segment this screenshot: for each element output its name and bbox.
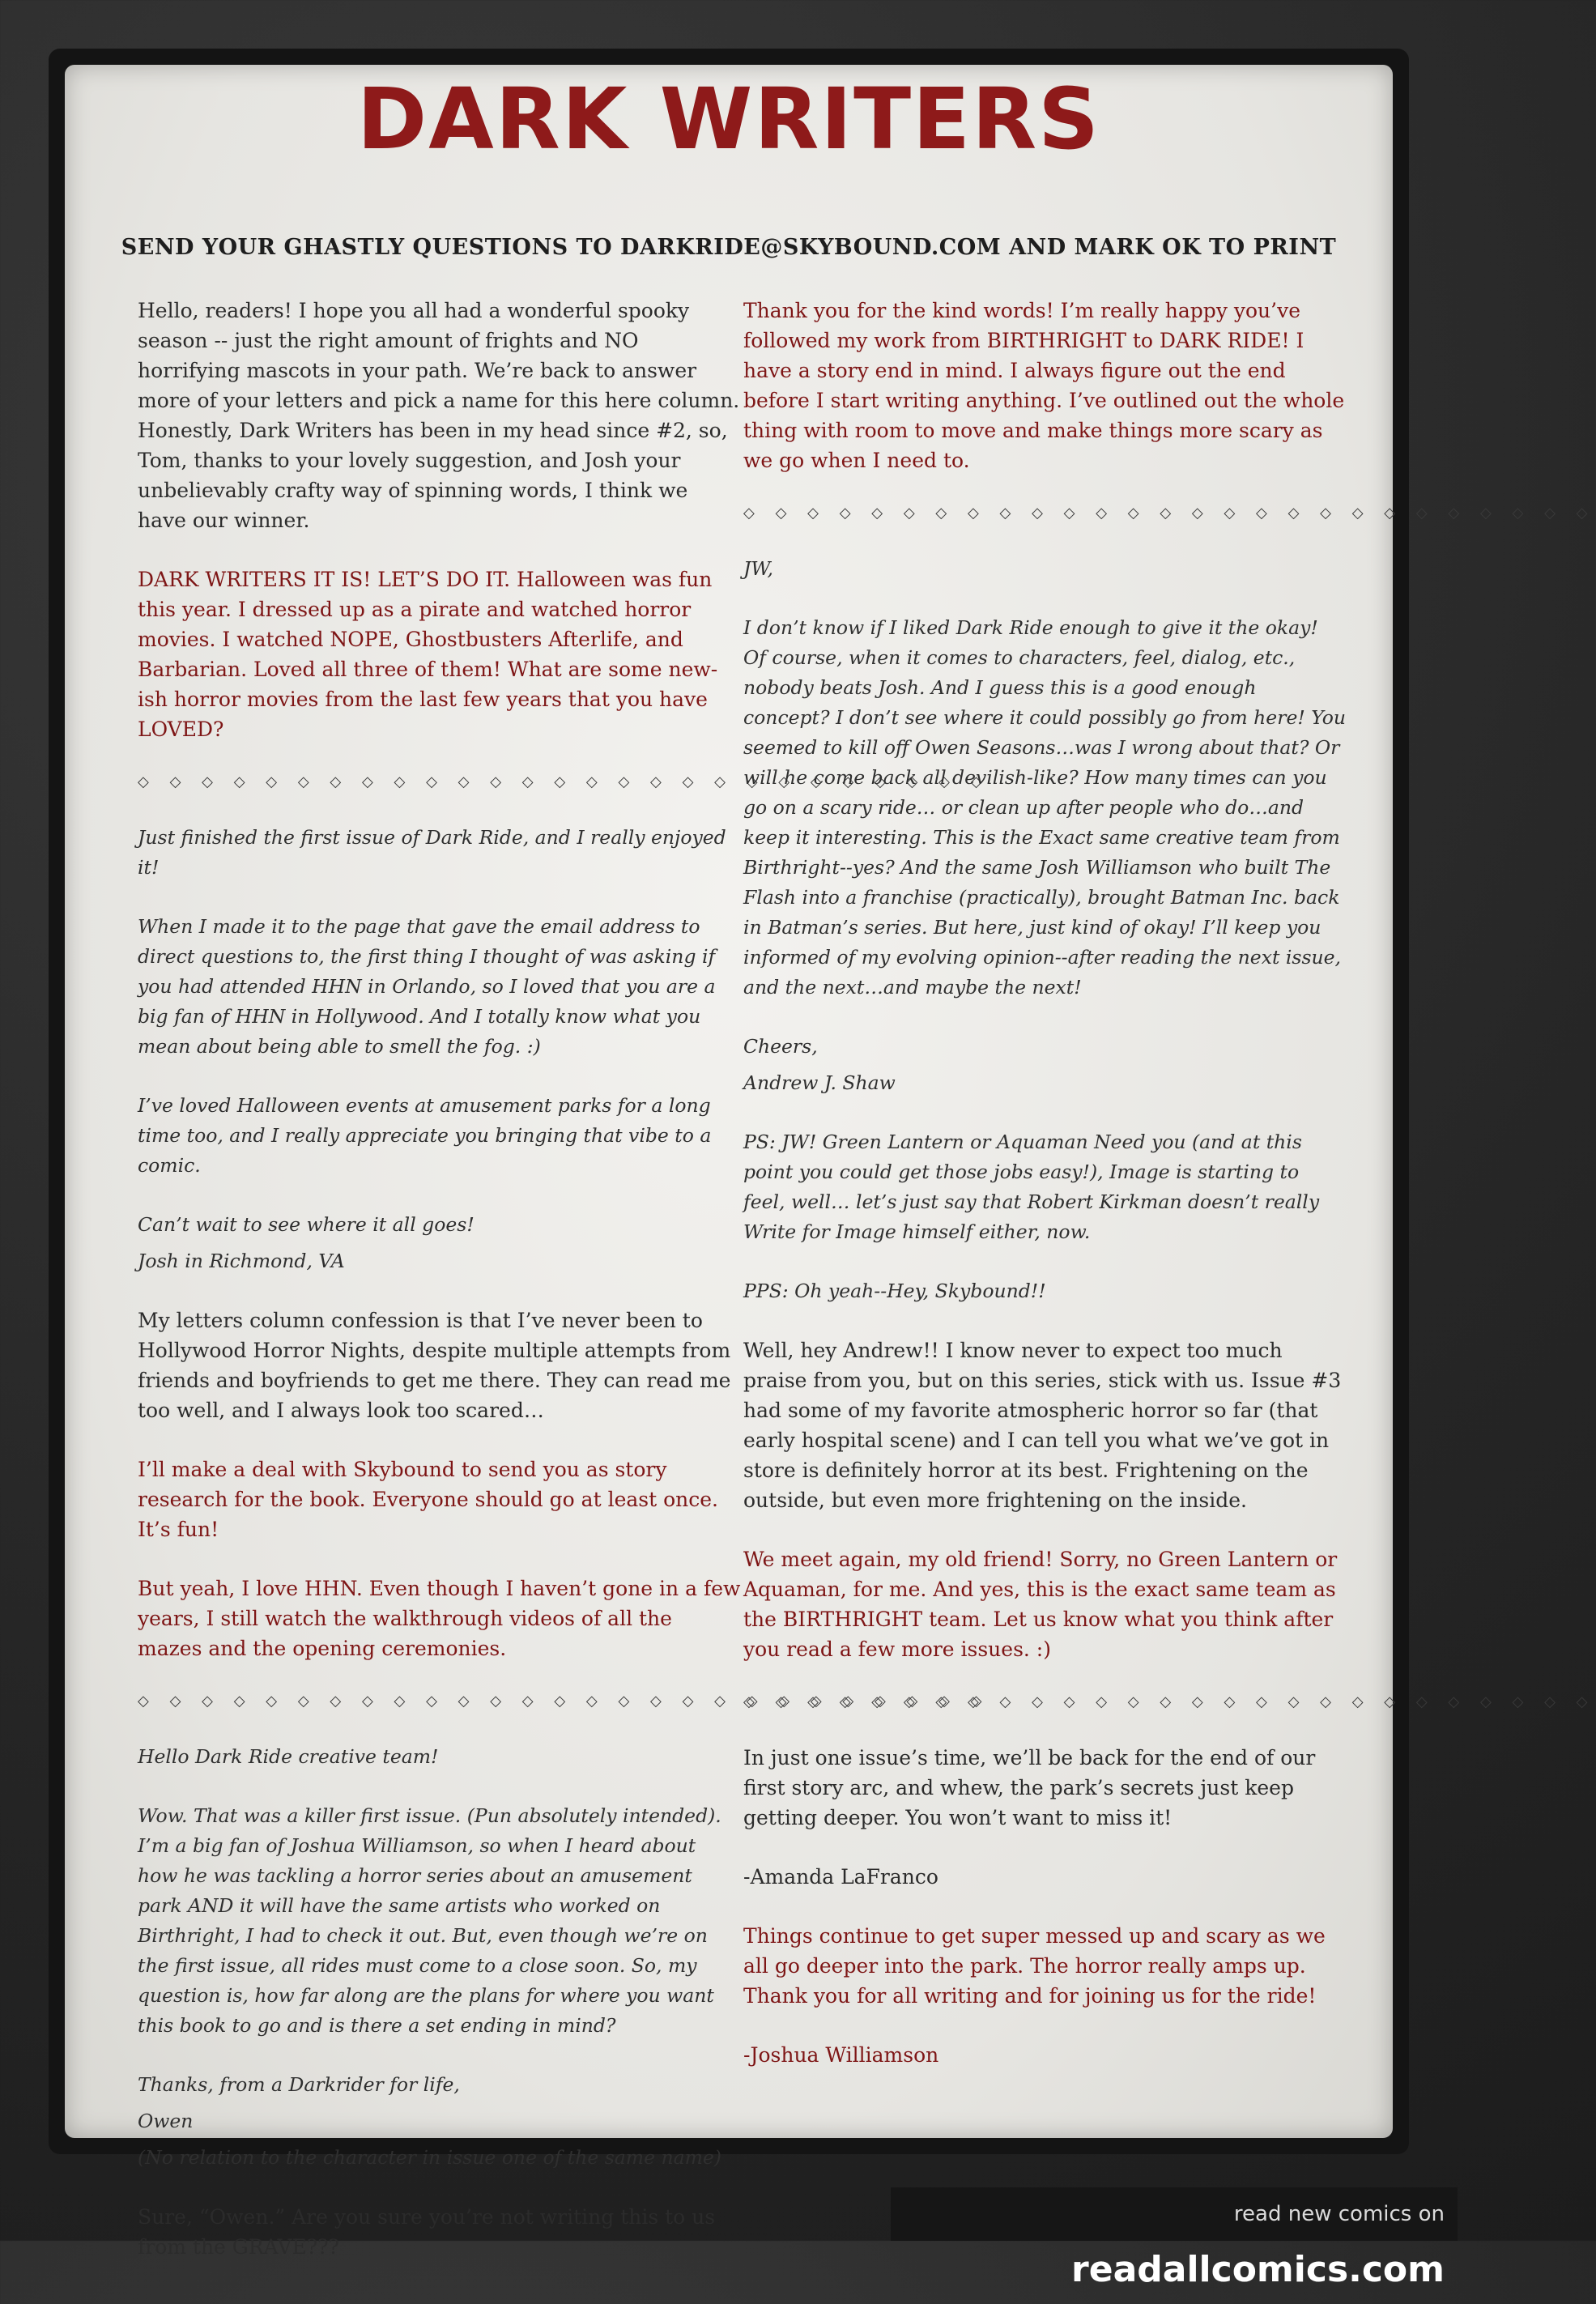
amanda-reply: Sure, “Owen.” Are you sure you’re not writing this to us from the GRAVE???	[138, 2205, 716, 2259]
intro-paragraph: Hello, readers! I hope you all had a wonderful spooky season -- just the right amount of frights and NO horrifying mascots in your path. We’re back to answer more of your letters and pick a name for this here column. Honestly, Dark Writers has been in my head since #2, so, Tom, thanks to your lovely suggestion, and Josh your unbelievably crafty way of spinning words, I think we have our winner.	[138, 299, 740, 532]
watermark-site: readallcomics.com	[1071, 2249, 1445, 2290]
letter-paragraph: I don’t know if I liked Dark Ride enough to give it the okay! Of course, when it comes to characters, feel, dialog, etc., nobody beats Josh. And I guess this is a good enough concept? I don’t see where it could possibly go from here! You seemed to kill off Owen Seasons…was I wrong about that? Or will he come back all devilish-like? How many times can you go on a scary ride… or clean up after people who do…and keep it interesting. This is the Exact same creative team from Birthright--yes? And the same Josh Williamson who built The Flash into a franchise (practically), brought Batman Inc. back in Batman’s series. But here, just kind of okay! I’ll keep you informed of my evolving opinion--after reading the next issue, and the next…and maybe the next!	[743, 616, 1347, 999]
letter-paragraph: Can’t wait to see where it all goes!	[138, 1213, 475, 1236]
closing-josh: Things continue to get super messed up and scary as we all go deeper into the park. The horror really amps up. Thank you for all writing and for joining us for the ride!	[743, 1924, 1326, 2008]
josh-reply: Thank you for the kind words! I’m really happy you’ve followed my work from BIRTHRIGHT to DARK RIDE! I have a story end in mind. I always figure out the end before I start writing anything. I’ve outlined out the whole thing with room to move and make things more scary as we go when I need to.	[743, 299, 1345, 472]
signature-josh: -Joshua Williamson	[743, 2043, 939, 2067]
letter-paragraph: Hello Dark Ride creative team!	[138, 1745, 439, 1768]
letter-greeting: JW,	[743, 557, 773, 580]
letter-postscript: PS: JW! Green Lantern or Aquaman Need you (and at this point you could get those jobs easy!), Image is starting to feel, well… let’s just say that Robert Kirkman doesn’t really Write for Image himself either, now.	[743, 1131, 1320, 1243]
signature-amanda: -Amanda LaFranco	[743, 1865, 938, 1889]
letter-paragraph: When I made it to the page that gave the email address to direct questions to, the first thing I thought of was asking if you had attended HHN in Orlando, so I loved that you are a big fan of HHN in Hollywood. And I totally know what you mean about being able to smell the fog. :)	[138, 915, 716, 1058]
josh-reply: DARK WRITERS IT IS! LET’S DO IT. Halloween was fun this year. I dressed up as a pirate and watched horror movies. I watched NOPE, Ghostbusters Afterlife, and Barbarian. Loved all three of them! What are some new-ish horror movies from the last few years that you have LOVED?	[138, 568, 718, 741]
watermark-prefix: read new comics on	[1233, 2202, 1445, 2226]
letter-paragraph: I’ve loved Halloween events at amusement parks for a long time too, and I really appreciate you bringing that vibe to a comic.	[138, 1094, 712, 1177]
letter-signature: Thanks, from a Darkrider for life,	[138, 2073, 460, 2096]
letter-signature: Josh in Richmond, VA	[138, 1250, 345, 1272]
section-separator: ◇ ◇ ◇ ◇ ◇ ◇ ◇ ◇ ◇ ◇ ◇ ◇ ◇ ◇ ◇ ◇ ◇ ◇ ◇ ◇ ◇ ◇ ◇ ◇ ◇ ◇ ◇	[743, 1693, 1596, 1710]
section-separator: ◇ ◇ ◇ ◇ ◇ ◇ ◇ ◇ ◇ ◇ ◇ ◇ ◇ ◇ ◇ ◇ ◇ ◇ ◇ ◇ ◇ ◇ ◇ ◇ ◇ ◇ ◇	[743, 505, 1596, 522]
letter-paragraph: Just finished the first issue of Dark Ride, and I really enjoyed it!	[138, 826, 726, 879]
right-column	[743, 296, 1596, 2099]
josh-reply: But yeah, I love HHN. Even though I haven’t gone in a few years, I still watch the walkthrough videos of all the mazes and the opening ceremonies.	[138, 1577, 741, 1660]
section-separator: ◇ ◇ ◇ ◇ ◇ ◇ ◇ ◇ ◇ ◇ ◇ ◇ ◇ ◇ ◇ ◇ ◇ ◇ ◇ ◇ ◇ ◇ ◇ ◇ ◇ ◇ ◇	[138, 1693, 990, 1710]
josh-reply: We meet again, my old friend! Sorry, no Green Lantern or Aquaman, for me. And yes, this is the exact same team as the BIRTHRIGHT team. Let us know what you think after you read a few more issues. :)	[743, 1548, 1338, 1661]
letter-signature: Owen	[138, 2110, 194, 2132]
closing-amanda: In just one issue’s time, we’ll be back for the end of our first story arc, and whew, the park’s secrets just keep getting deeper. You won’t want to miss it!	[743, 1746, 1316, 1829]
letter-signature: Cheers,	[743, 1035, 818, 1058]
letter-paragraph: Wow. That was a killer first issue. (Pun absolutely intended). I’m a big fan of Joshua Williamson, so when I heard about how he was tackling a horror series about an amusement park AND it will have the same artists who worked on Birthright, I had to check it out. But, even though we’re on the first issue, all rides must come to a close soon. So, my question is, how far along are the plans for where you want this book to go and is there a set ending in mind?	[138, 1804, 721, 2037]
submission-instructions: SEND YOUR GHASTLY QUESTIONS TO DARKRIDE@SKYBOUND.COM AND MARK OK TO PRINT	[121, 235, 1337, 260]
section-separator: ◇ ◇ ◇ ◇ ◇ ◇ ◇ ◇ ◇ ◇ ◇ ◇ ◇ ◇ ◇ ◇ ◇ ◇ ◇ ◇ ◇ ◇ ◇ ◇ ◇ ◇ ◇	[138, 773, 990, 790]
josh-reply: I’ll make a deal with Skybound to send you as story research for the book. Everyone should go at least once. It’s fun!	[138, 1458, 718, 1541]
amanda-reply: My letters column confession is that I’ve never been to Hollywood Horror Nights, despite multiple attempts from friends and boyfriends to get me there. They can read me too well, and I always look too scared…	[138, 1309, 731, 1422]
letter-signature: Andrew J. Shaw	[743, 1071, 896, 1094]
letter-signature: (No relation to the character in issue one of the same name)	[138, 2146, 721, 2169]
amanda-reply: Well, hey Andrew!! I know never to expect too much praise from you, but on this series, stick with us. Issue #3 had some of my favorite atmospheric horror so far (that early hospital scene) and I can tell you what we’ve got in store is definitely horror at its best. Frightening on the outside, but even more frightening on the inside.	[743, 1339, 1342, 1512]
letter-postscript: PPS: Oh yeah--Hey, Skybound!!	[743, 1280, 1046, 1302]
page-title: DARK WRITERS	[356, 70, 1101, 168]
watermark-banner	[891, 2187, 1458, 2290]
